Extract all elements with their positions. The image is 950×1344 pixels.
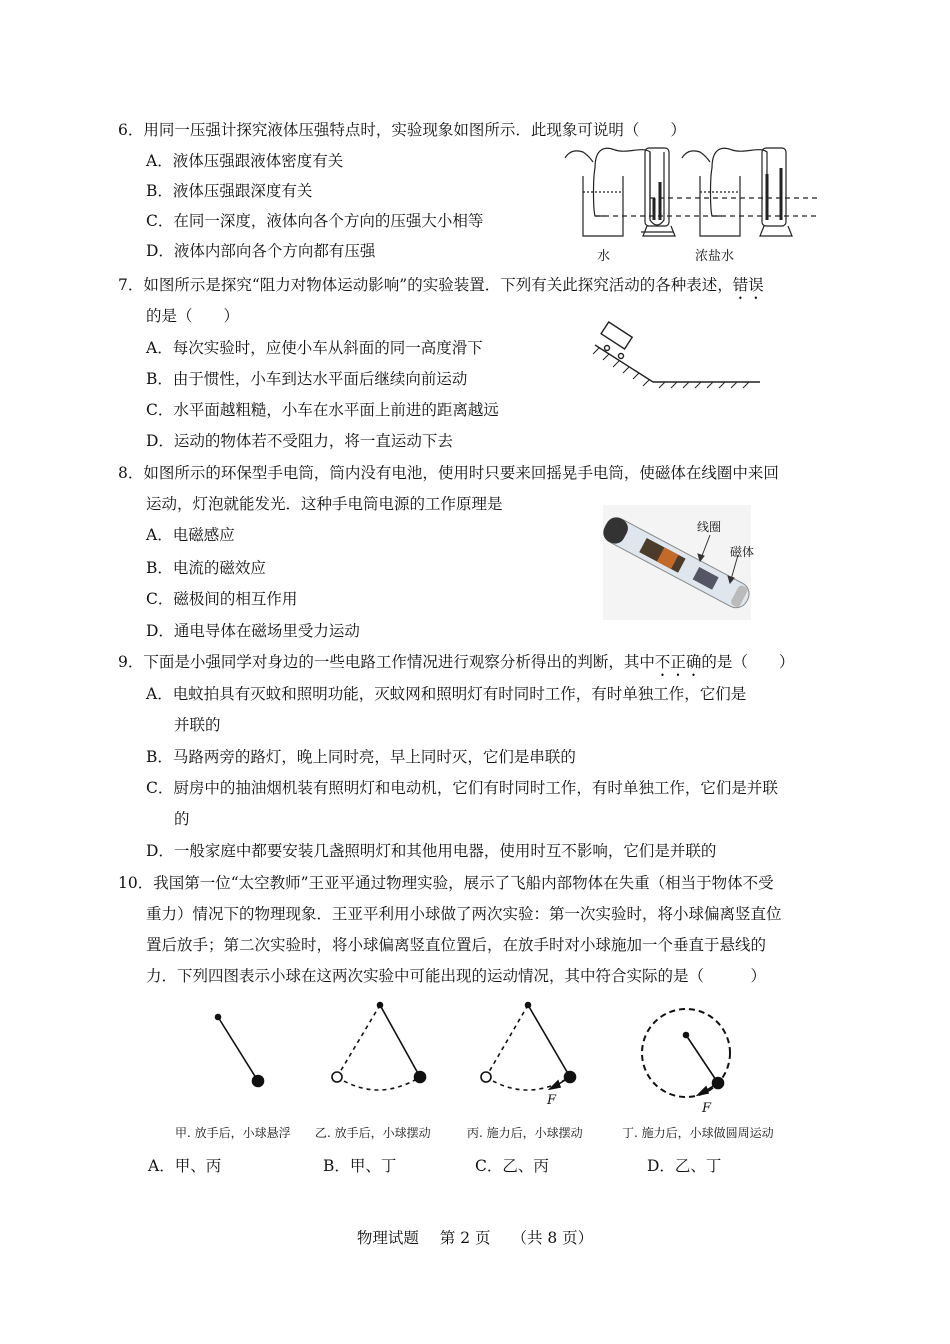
footer-page: 第 2 页 (439, 1229, 491, 1247)
q10-caption-jia: 甲. 放手后，小球悬浮 (175, 1126, 291, 1140)
q8-stem-line2: 运动，灯泡就能发光．这种手电筒电源的工作原理是 (146, 495, 503, 513)
q10-option-c: C．乙、丙 (475, 1157, 549, 1175)
q10-stem-line3: 置后放手；第二次实验时，将小球偏离竖直位置后，在放手时对小球施加一个垂直于悬线的 (146, 936, 767, 954)
q10-caption-ding: 丁. 施力后，小球做圆周运动 (622, 1126, 774, 1140)
q7-option-d: D．运动的物体若不受阻力，将一直运动下去 (146, 432, 453, 450)
q10-stem-line4: 力．下列四图表示小球在这两次实验中可能出现的运动情况，其中符合实际的是（ ） (146, 967, 767, 985)
q6-label-brine: 浓盐水 (695, 249, 735, 264)
q10-option-a: A．甲、丙 (148, 1157, 222, 1175)
q9-option-c-line2: 的 (174, 810, 190, 828)
q9-option-a-line2: 并联的 (174, 716, 221, 734)
q6-stem: 6．用同一压强计探究液体压强特点时，实验现象如图所示．此现象可说明（ ） (118, 121, 686, 139)
q6-label-water: 水 (597, 249, 611, 264)
q10-force-label-bing: F (547, 1093, 557, 1108)
q10-caption-yi: 乙. 放手后，小球摆动 (315, 1126, 431, 1140)
q7-option-a: A．每次实验时，应使小车从斜面的同一高度滑下 (146, 339, 483, 357)
q9-option-d: D．一般家庭中都要安装几盏照明灯和其他用电器，使用时互不影响，它们是并联的 (146, 842, 717, 860)
q10-stem-line1: 10．我国第一位“太空教师”王亚平通过物理实验，展示了飞船内部物体在失重（相当于物体不受 (118, 874, 774, 892)
page-footer (0, 1226, 950, 1248)
q7-incline-figure (585, 320, 765, 390)
q9-option-c-line1: C．厨房中的抽油烟机装有照明灯和电动机，它们有时同时工作，有时单独工作，它们是并联 (146, 779, 778, 797)
q8-label-arrows (690, 525, 750, 595)
q7-stem-line2: 的是（ ） (146, 307, 240, 325)
q8-option-a: A．电磁感应 (146, 526, 235, 544)
q6-option-c: C．在同一深度，液体向各个方向的压强大小相等 (146, 212, 484, 230)
q9-option-a-line1: A．电蚊拍具有灭蚊和照明功能，灭蚊网和照明灯有时同时工作，有时单独工作，它们是 (146, 685, 747, 703)
q7-stem-line1: 7．如图所示是探究“阻力对物体运动影响”的实验装置．下列有关此探究活动的各种表述，错误 (118, 276, 764, 294)
footer-total: （共 8 页） (511, 1229, 594, 1247)
q6-option-b: B．液体压强跟深度有关 (146, 182, 313, 200)
q6-option-a: A．液体压强跟液体密度有关 (146, 152, 344, 170)
q10-option-d: D．乙、丁 (647, 1157, 722, 1175)
q8-label-magnet: 磁体 (730, 545, 755, 559)
q8-label-coil: 线圈 (697, 520, 722, 534)
q8-stem-line1: 8．如图所示的环保型手电筒，筒内没有电池，使用时只要来回摇晃手电筒，使磁体在线圈中来回 (118, 464, 779, 482)
q8-option-b: B．电流的磁效应 (146, 559, 266, 577)
q10-option-b: B．甲、丁 (323, 1157, 397, 1175)
footer-subject: 物理试题 (356, 1229, 419, 1247)
q10-caption-bing: 丙. 施力后，小球摆动 (467, 1126, 583, 1140)
q10-stem-line2: 重力）情况下的物理现象．王亚平利用小球做了两次实验：第一次实验时，将小球偏离竖直位 (146, 905, 782, 923)
q10-force-label-ding: F (702, 1101, 712, 1116)
q8-option-d: D．通电导体在磁场里受力运动 (146, 622, 360, 640)
q7-option-b: B．由于惯性，小车到达水平面后继续向前运动 (146, 370, 468, 388)
q9-stem: 9．下面是小强同学对身边的一些电路工作情况进行观察分析得出的判断，其中不正确的是（ ） (118, 653, 795, 671)
q7-option-c: C．水平面越粗糙，小车在水平面上前进的距离越远 (146, 401, 499, 419)
q8-option-c: C．磁极间的相互作用 (146, 590, 298, 608)
q6-option-d: D．液体内部向各个方向都有压强 (146, 242, 376, 260)
q9-option-b: B．马路两旁的路灯，晚上同时亮，早上同时灭，它们是串联的 (146, 748, 576, 766)
